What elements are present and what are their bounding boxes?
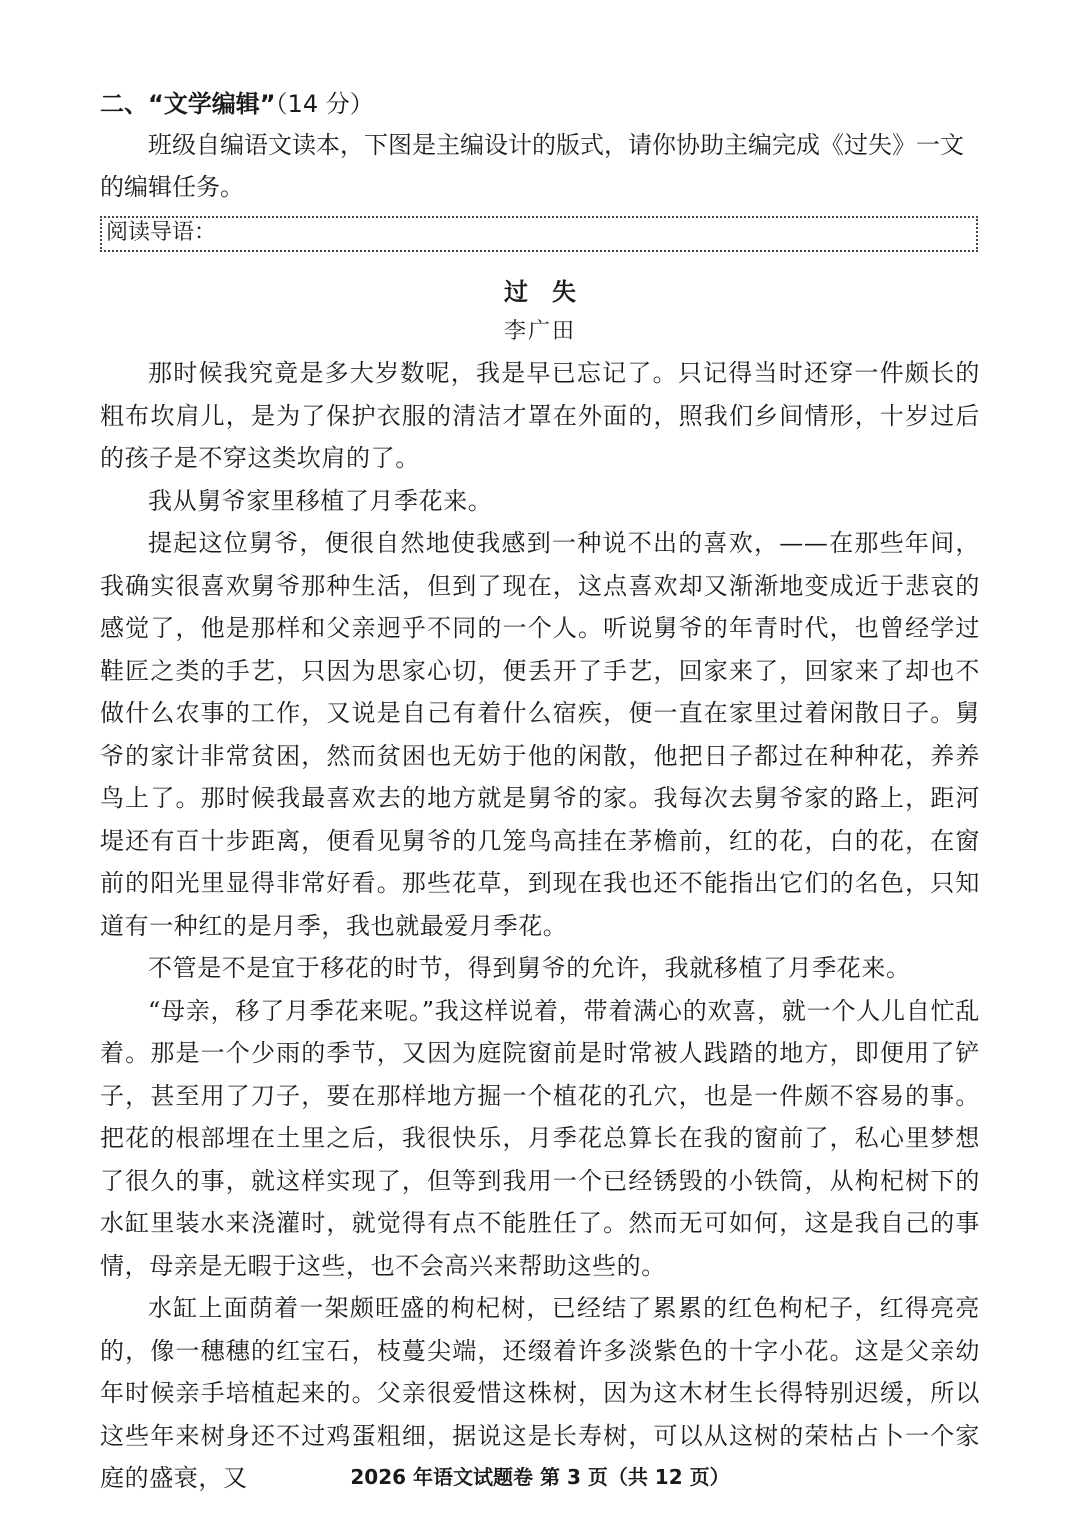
article-paragraph: 提起这位舅爷，便很自然地使我感到一种说不出的喜欢，——在那些年间，我确实很喜欢舅爷那种生活，但到了现在，这点喜欢却又渐渐地变成近于悲哀的感觉了，他是那样和父亲迥乎不同的一个人。听说舅爷的年青时代，也曾经学过鞋匠之类的手艺，只因为思家心切，便丢开了手艺，回家来了，回家来了却也不做什么农事的工作，又说是自己有着什么宿疾，便一直在家里过着闲散日子。舅爷的家计非常贫困，然而贫困也无妨于他的闲散，他把日子都过在种种花，养养鸟上了。那时候我最喜欢去的地方就是舅爷的家。我每次去舅爷家的路上，距河堤还有百十步距离，便看见舅爷的几笼鸟高挂在茅檐前，红的花，白的花，在窗前的阳光里显得非常好看。那些花草，到现在我也还不能指出它们的名色，只知道有一种红的是月季，我也就最爱月季花。 (100, 529, 980, 940)
article-title: 过失 (504, 278, 600, 306)
page-footer: 2026 年语文试题卷 第 3 页（共 12 页） (350, 1465, 730, 1489)
reading-guide-label: 阅读导语： (106, 220, 217, 245)
article-body (100, 352, 980, 1500)
section-score: （14 分） (275, 90, 374, 118)
article-paragraph: 我从舅爷家里移植了月季花来。 (148, 486, 493, 515)
section-title: 二、“文学编辑” (100, 90, 276, 118)
article-paragraph: 那时候我究竟是多大岁数呢，我是早已忘记了。只记得当时还穿一件颇长的粗布坎肩儿，是为了保护衣服的清洁才罩在外面的，照我们乡间情形，十岁过后的孩子是不穿这类坎肩的了。 (100, 359, 980, 472)
exam-page (100, 84, 980, 1500)
section-heading (100, 84, 980, 124)
article-author: 李广田 (503, 319, 576, 344)
task-instruction: 班级自编语文读本，下图是主编设计的版式，请你协助主编完成《过失》一文的编辑任务。 (100, 131, 964, 201)
article-paragraph: 水缸上面荫着一架颇旺盛的枸杞树，已经结了累累的红色枸杞子，红得亮亮的，像一穗穗的红宝石，枝蔓尖端，还缀着许多淡紫色的十字小花。这是父亲幼年时候亲手培植起来的。父亲很爱惜这株树，因为这木材生长得特别迟缓，所以这些年来树身还不过鸡蛋粗细，据说这是长寿树，可以从这树的荣枯占卜一个家庭的盛衰，又 (100, 1294, 980, 1492)
article-paragraph: “母亲，移了月季花来呢。”我这样说着，带着满心的欢喜，就一个人儿自忙乱着。那是一个少雨的季节，又因为庭院窗前是时常被人践踏的地方，即便用了铲子，甚至用了刀子，要在那样地方掘一个植花的孔穴，也是一件颇不容易的事。把花的根部埋在土里之后，我很快乐，月季花总算长在我的窗前了，私心里梦想了很久的事，就这样实现了，但等到我用一个已经锈毁的小铁筒，从枸杞树下的水缸里装水来浇灌时，就觉得有点不能胜任了。然而无可如何，这是我自己的事情，母亲是无暇于这些，也不会高兴来帮助这些的。 (100, 996, 980, 1280)
article-paragraph: 不管是不是宜于移花的时节，得到舅爷的允许，我就移植了月季花来。 (148, 954, 911, 982)
reading-guide-box (100, 216, 978, 252)
